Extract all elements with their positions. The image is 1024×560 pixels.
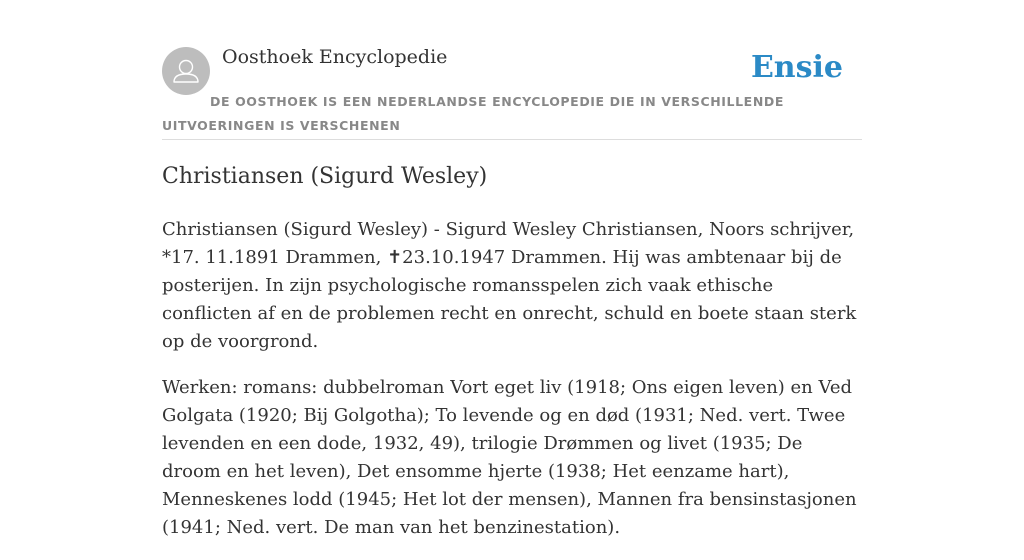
- ensie-logo[interactable]: Ensie: [750, 50, 843, 85]
- user-icon[interactable]: [162, 47, 210, 95]
- article-body: [162, 216, 862, 560]
- site-header: [162, 0, 862, 140]
- site-description: DE OOSTHOEK IS EEN NEDERLANDSE ENCYCLOPEDIE DIE IN VERSCHILLENDE UITVOERINGEN IS VERSCHENEN: [162, 94, 784, 133]
- page-container: [162, 0, 862, 538]
- article-title: Christiansen (Sigurd Wesley): [162, 164, 488, 189]
- article-paragraph: Werken: romans: dubbelroman Vort eget liv (1918; Ons eigen leven) en Ved Golgata (1920; Bij Golgotha); To levende og en død (1931; Ned. vert. Twee levenden en een dode, 1932, 49), trilogie Drømmen og livet (1935; De droom en het leven), Det ensomme hjerte (1938; Het eenzame hart), Menneskenes lodd (1945; Het lot der mensen), Mannen fra bensinstasjonen (1941; Ned. vert. De man van het benzinestation).: [162, 377, 857, 538]
- article-paragraph: Christiansen (Sigurd Wesley) - Sigurd Wesley Christiansen, Noors schrijver, *17. 11.1891 Drammen, ✝23.10.1947 Drammen. Hij was ambtenaar bij de posterijen. In zijn psychologische romansspelen zich vaak ethische conflicten af en de problemen recht en onrecht, schuld en boete staan sterk op de voorgrond.: [162, 219, 857, 352]
- site-name[interactable]: Oosthoek Encyclopedie: [222, 46, 448, 68]
